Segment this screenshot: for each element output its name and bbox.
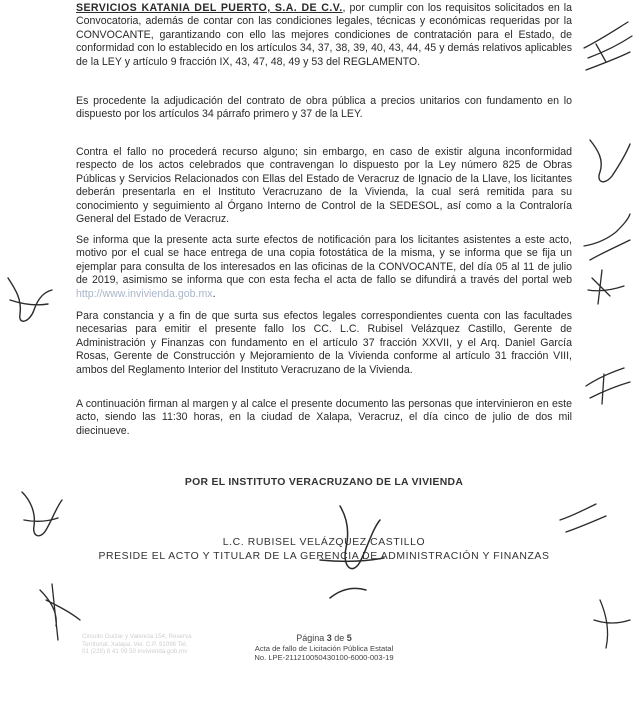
footer-act-number: No. LPE-211210050430100-6000-003-19 — [254, 653, 394, 663]
signature-right-top — [584, 22, 632, 70]
paragraph-text: , por cumplir con los requisitos solicitados en la Convocatoria, además de contar con las condiciones legales, técnicas y económicas requeridas por la CONVOCANTE, garantizando con ello las mejores condiciones de contratación para el Estado, de conformidad con lo establecido en los artículos 34, 37, 38, 39, 40, 43, 44, 45 y demás relativos aplicables de la LEY y artículo 9 fracción IX, 43, 47, 48, 49 y 53 del REGLAMENTO. — [76, 2, 572, 68]
paragraph-recurso: Contra el fallo no procederá recurso alguno; sin embargo, en caso de existir alguna inconformidad respecto de los actos celebrados que contravengan lo dispuesto por la Ley número 825 de Obras Públicas y Servicios Relacionados con Ellas del Estado de Veracruz de Ignacio de la Llave, los licitantes deberán presentarla en el Instituto Veracruzano de la Vivienda, la cual será remitida para su conocimiento y seguimiento al Órgano Interno de Control de la SEDESOL, así como a la Contraloría General del Estado de Veracruz. — [76, 146, 572, 226]
institute-heading: POR EL INSTITUTO VERACRUZANO DE LA VIVIENDA — [184, 477, 464, 488]
faint-address-watermark: Circuito Guízar y Valencia 154, Reserva Territorial, Xalapa, Ver. C.P. 91096 Tel. 01 (228) 8 41 09 50 invivienda.gob.mx — [82, 633, 192, 656]
paragraph-constancia: Para constancia y a fin de que surta sus efectos legales correspondientes cuenta con las facultades necesarias para emitir el presente fallo los CC. L.C. Rubisel Velázquez Castillo, Gerente de Administración y Finanzas con fundamento en el artículo 37 fracción XXVII, y el Arq. Daniel García Rosas, Gerente de Construcción y Mejoramiento de la Vivienda conforme al artículo 31 fracción VIII, ambos del Reglamento Interior del Instituto Veracruzano de la Vivienda. — [76, 310, 572, 376]
page-indicator — [76, 634, 572, 644]
paragraph-firmas: A continuación firman al margen y al calce el presente documento las personas que intervinieron en este acto, siendo las 11:30 horas, en la ciudad de Xalapa, Veracruz, el día cinco de julio de dos mil diecinueve. — [76, 398, 572, 437]
page-footer — [76, 634, 572, 663]
paragraph-procedente: Es procedente la adjudicación del contrato de obra pública a precios unitarios con fundamento en lo dispuesto por los artículos 34 párrafo primero y 37 de la LEY. — [76, 95, 572, 121]
footer-act-title: Acta de fallo de Licitación Pública Estatal — [254, 643, 394, 653]
page-of: de — [331, 633, 347, 643]
signature-right-5 — [586, 368, 630, 404]
signature-left-1 — [8, 278, 52, 321]
signature-left-3 — [40, 584, 80, 640]
paragraph-adjudication-winner — [76, 2, 572, 69]
page-label: Página — [296, 633, 327, 643]
signature-right-2 — [590, 140, 630, 182]
signer-role: PRESIDE EL ACTO Y TITULAR DE LA GERENCIA DE ADMINISTRACIÓN Y FINANZAS — [98, 551, 550, 562]
signature-right-bottom — [560, 504, 630, 648]
page-number: 3 — [326, 633, 332, 643]
paragraph-end: . — [212, 287, 216, 300]
signer-name: L.C. RUBISEL VELÁZQUEZ CASTILLO — [222, 537, 426, 548]
signature-left-2 — [22, 492, 62, 536]
signature-right-4 — [588, 270, 624, 304]
company-name: SERVICIOS KATANIA DEL PUERTO, S.A. DE C.V. — [76, 2, 343, 14]
page-total: 5 — [346, 633, 352, 643]
paragraph-notificacion — [76, 234, 572, 301]
portal-web-link[interactable]: http://www.invivienda.gob.mx — [76, 287, 213, 300]
paragraph-text: Se informa que la presente acta surte efectos de notificación para los licitantes asistentes a este acto, motivo por el cual se hace entrega de una copia fotostática de la misma, y se informa que se fija un ejemplar para consulta de los interesados en las oficinas de la CONVOCANTE, del día 05 al 11 de julio de 2019, asimismo se informa que con esta fecha el acta de fallo se difundirá a través del portal web — [76, 234, 572, 287]
signature-right-3 — [584, 214, 630, 260]
